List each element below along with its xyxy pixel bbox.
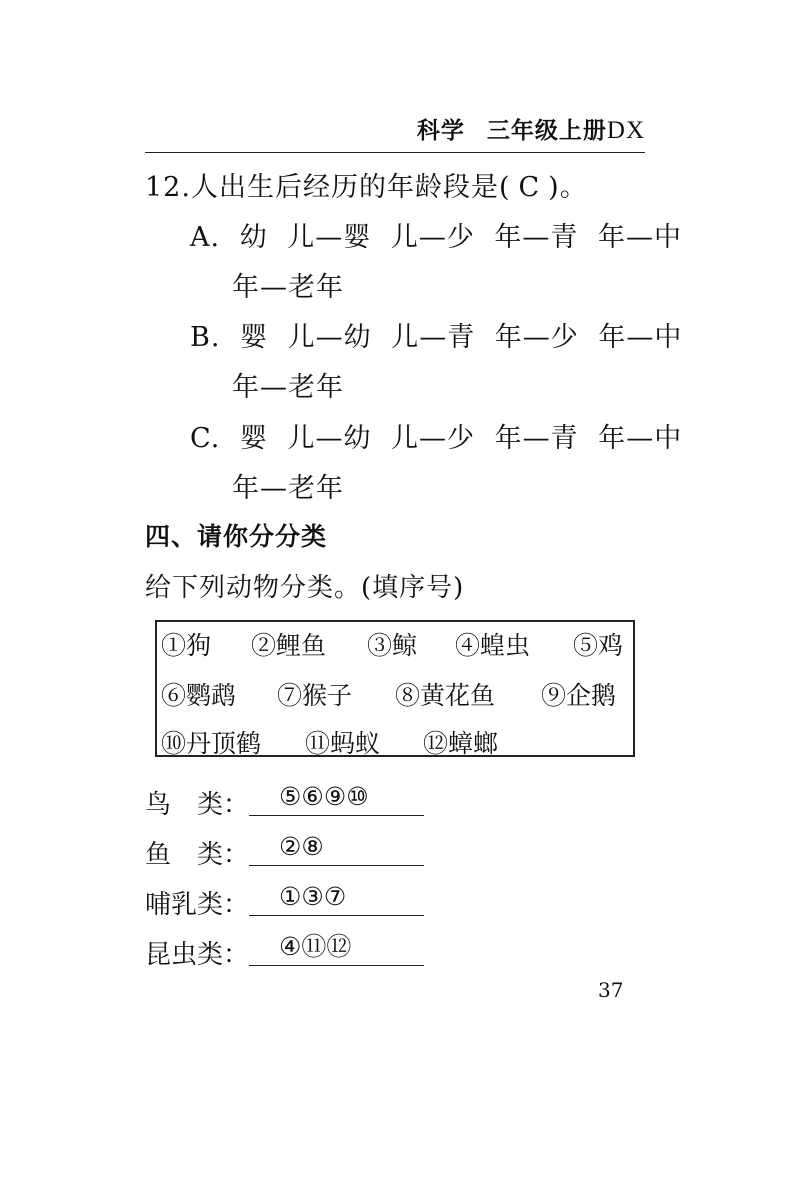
option-c-continued: 年—老年 bbox=[232, 473, 344, 504]
category-fish-answer: ②⑧ bbox=[249, 832, 424, 866]
option-a-continued: 年—老年 bbox=[232, 272, 344, 303]
section-4-instruction: 给下列动物分类。(填序号) bbox=[145, 573, 465, 603]
option-b: B. 婴 儿—幼 儿—青 年—少 年—中 bbox=[190, 322, 683, 353]
animal-item: ⑦猴子 bbox=[277, 681, 353, 710]
section-4-title: 四、请你分分类 bbox=[145, 522, 328, 551]
header-grade: 三年级上册 bbox=[486, 118, 607, 144]
option-b-continued: 年—老年 bbox=[232, 372, 344, 403]
category-insects-label: 昆虫类： bbox=[145, 940, 250, 970]
animal-item: ⑨企鹅 bbox=[541, 681, 617, 710]
animal-item: ②鲤鱼 bbox=[251, 631, 327, 660]
question-12-stem: 12.人出生后经历的年龄段是( C )。 bbox=[145, 172, 588, 203]
animal-item: ①狗 bbox=[161, 631, 212, 660]
category-insects-answer: ④⑪⑫ bbox=[249, 932, 424, 966]
animal-item: ⑪蚂蚁 bbox=[305, 729, 381, 758]
running-header bbox=[145, 112, 645, 145]
header-subject: 科学 bbox=[416, 118, 465, 144]
animal-item: ④蝗虫 bbox=[455, 631, 531, 660]
option-a: A. 幼 儿—婴 儿—少 年—青 年—中 bbox=[190, 222, 683, 253]
header-rule bbox=[145, 152, 645, 153]
category-fish-label: 鱼 类： bbox=[145, 840, 250, 870]
animal-item: ⑧黄花鱼 bbox=[395, 681, 496, 710]
header-edition: DX bbox=[606, 117, 645, 144]
category-birds-answer: ⑤⑥⑨⑩ bbox=[249, 782, 424, 816]
animal-item: ⑤鸡 bbox=[573, 631, 624, 660]
page-number: 37 bbox=[598, 978, 624, 1002]
option-c: C. 婴 儿—幼 儿—少 年—青 年—中 bbox=[190, 423, 683, 454]
category-mammals-answer: ①③⑦ bbox=[249, 882, 424, 916]
animal-item: ⑫蟑螂 bbox=[423, 729, 499, 758]
animal-item: ③鲸 bbox=[367, 631, 418, 660]
question-12-answer: C bbox=[518, 172, 541, 203]
animal-list-box bbox=[155, 620, 635, 757]
category-birds-label: 鸟 类： bbox=[145, 790, 250, 820]
animal-item: ⑩丹顶鹤 bbox=[161, 729, 262, 758]
animal-item: ⑥鹦鹉 bbox=[161, 681, 237, 710]
category-mammals-label: 哺乳类： bbox=[145, 890, 250, 920]
